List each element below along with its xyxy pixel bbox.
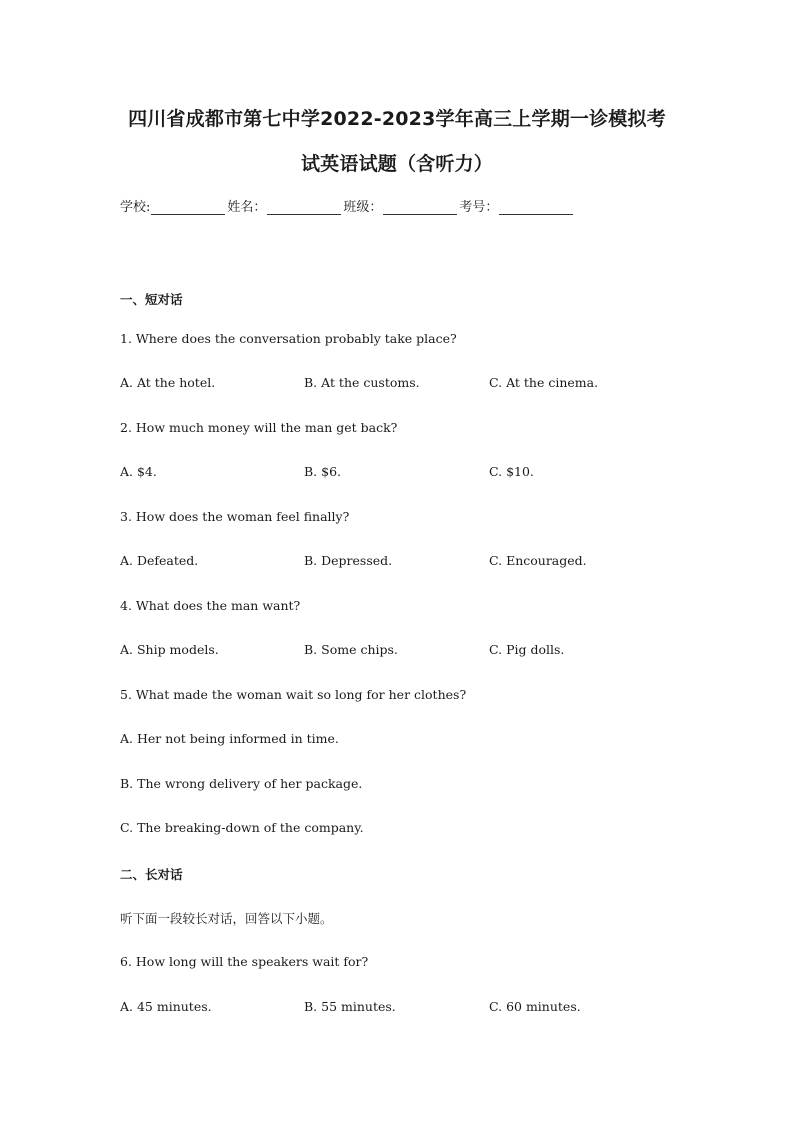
exam-title-line-2: 试英语试题（含听力） bbox=[300, 153, 493, 175]
q6-option-a[interactable]: A. 45 minutes. bbox=[120, 999, 212, 1014]
name-label: 姓名： bbox=[227, 200, 267, 215]
class-label: 班级： bbox=[343, 200, 383, 215]
section-2-instruction: 听下面一段较长对话，回答以下小题。 bbox=[120, 911, 333, 926]
question-3: 3. How does the woman feel finally? bbox=[120, 509, 350, 524]
q2-option-c[interactable]: C. $10. bbox=[489, 464, 534, 479]
exam-number-blank[interactable] bbox=[499, 200, 573, 215]
q6-option-b[interactable]: B. 55 minutes. bbox=[304, 999, 396, 1014]
student-info-row bbox=[120, 196, 575, 215]
q3-option-c[interactable]: C. Encouraged. bbox=[489, 553, 587, 568]
exam-number-label: 考号： bbox=[459, 200, 499, 215]
section-heading-long-dialogues: 二、长对话 bbox=[120, 867, 183, 882]
q1-option-a[interactable]: A. At the hotel. bbox=[120, 375, 216, 390]
q6-option-c[interactable]: C. 60 minutes. bbox=[489, 999, 581, 1014]
q3-option-b[interactable]: B. Depressed. bbox=[304, 553, 393, 568]
question-5: 5. What made the woman wait so long for her clothes? bbox=[120, 687, 467, 702]
school-label: 学校: bbox=[120, 200, 151, 215]
q5-option-c[interactable]: C. The breaking-down of the company. bbox=[120, 820, 364, 835]
q1-option-b[interactable]: B. At the customs. bbox=[304, 375, 420, 390]
question-2: 2. How much money will the man get back? bbox=[120, 420, 398, 435]
question-1: 1. Where does the conversation probably take place? bbox=[120, 331, 457, 346]
school-blank[interactable] bbox=[151, 200, 225, 215]
question-4: 4. What does the man want? bbox=[120, 598, 301, 613]
q4-option-c[interactable]: C. Pig dolls. bbox=[489, 642, 565, 657]
question-6: 6. How long will the speakers wait for? bbox=[120, 954, 369, 969]
q4-option-a[interactable]: A. Ship models. bbox=[120, 642, 219, 657]
q5-option-a[interactable]: A. Her not being informed in time. bbox=[120, 731, 339, 746]
exam-title-line-1: 四川省成都市第七中学2022-2023学年高三上学期一诊模拟考 bbox=[128, 108, 666, 130]
q4-option-b[interactable]: B. Some chips. bbox=[304, 642, 398, 657]
name-blank[interactable] bbox=[267, 200, 341, 215]
q2-option-b[interactable]: B. $6. bbox=[304, 464, 342, 479]
q1-option-c[interactable]: C. At the cinema. bbox=[489, 375, 599, 390]
q5-option-b[interactable]: B. The wrong delivery of her package. bbox=[120, 776, 363, 791]
section-heading-short-dialogues: 一、短对话 bbox=[120, 292, 183, 307]
q2-option-a[interactable]: A. $4. bbox=[120, 464, 157, 479]
class-blank[interactable] bbox=[383, 200, 457, 215]
q3-option-a[interactable]: A. Defeated. bbox=[120, 553, 199, 568]
